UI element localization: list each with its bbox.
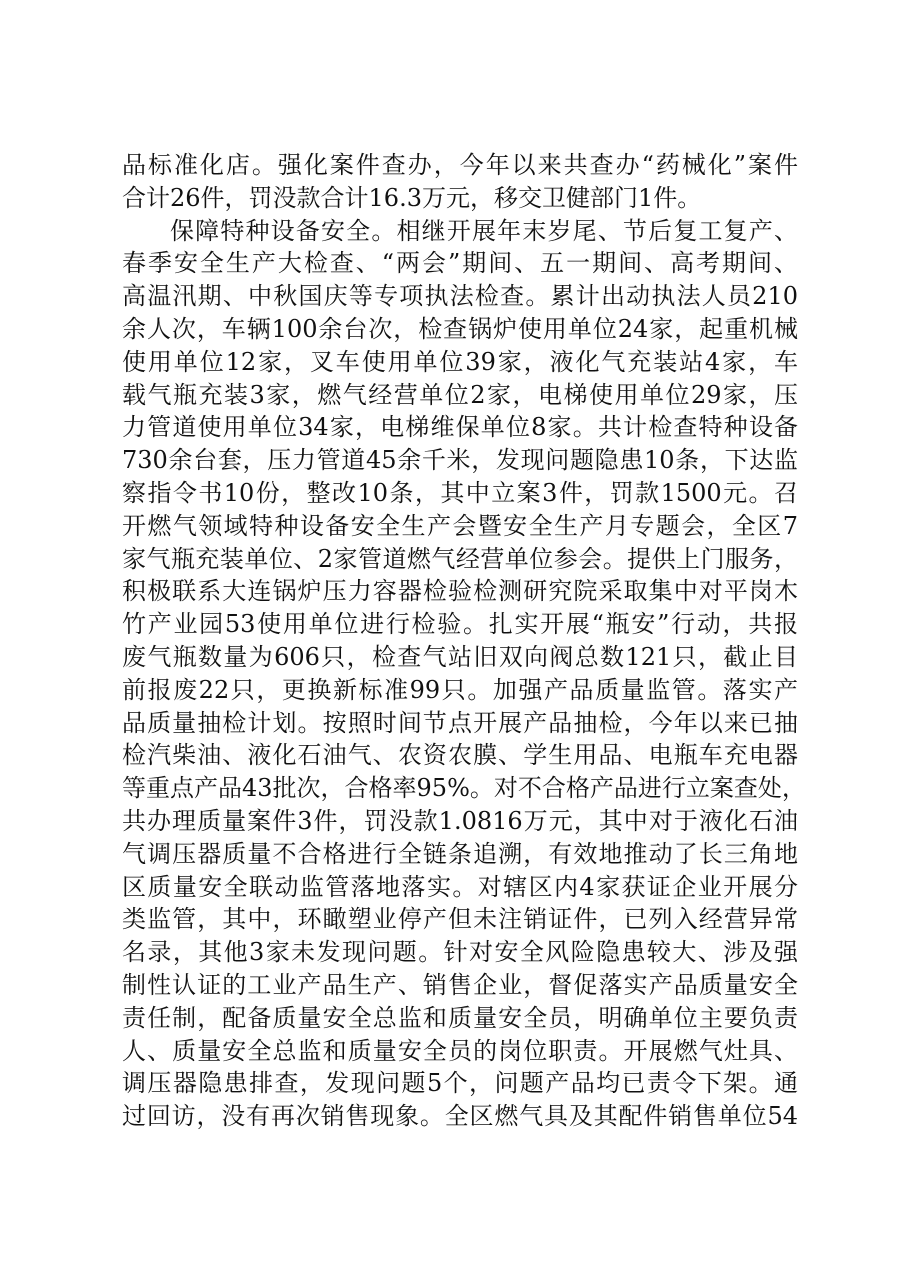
text-line: 积极联系大连锅炉压力容器检验检测研究院采取集中对平岗木 bbox=[122, 577, 798, 606]
text-line: 类监管，其中，环瞰塑业停产但未注销证件，已列入经营异常 bbox=[122, 905, 798, 934]
text-line: 检汽柴油、液化石油气、农资农膜、学生用品、电瓶车充电器 bbox=[122, 741, 798, 770]
text-line: 开燃气领域特种设备安全生产会暨安全生产月专题会，全区7 bbox=[122, 511, 798, 540]
text-line: 名录，其他3家未发现问题。针对安全风险隐患较大、涉及强 bbox=[122, 938, 798, 967]
text-line: 共办理质量案件3件，罚没款1.0816万元，其中对于液化石油 bbox=[122, 806, 798, 835]
text-line: 过回访，没有再次销售现象。全区燃气具及其配件销售单位54 bbox=[122, 1102, 798, 1131]
text-line: 责任制，配备质量安全总监和质量安全员，明确单位主要负责 bbox=[122, 1003, 798, 1032]
text-line: 品质量抽检计划。按照时间节点开展产品抽检，今年以来已抽 bbox=[122, 708, 798, 737]
paragraph-first-line: 保障特种设备安全。相继开展年末岁尾、节后复工复产、 bbox=[170, 216, 798, 245]
text-line: 竹产业园53使用单位进行检验。扎实开展“瓶安”行动，共报 bbox=[122, 610, 798, 639]
text-line: 使用单位12家，叉车使用单位39家，液化气充装站4家，车 bbox=[122, 347, 798, 376]
text-line: 余人次，车辆100余台次，检查锅炉使用单位24家，起重机械 bbox=[122, 314, 798, 343]
text-line: 品标准化店。强化案件查办，今年以来共查办“药械化”案件 bbox=[122, 151, 798, 179]
text-line: 力管道使用单位34家，电梯维保单位8家。共计检查特种设备 bbox=[122, 413, 798, 442]
text-line: 废气瓶数量为606只，检查气站旧双向阀总数121只，截止目 bbox=[122, 642, 798, 671]
text-line: 察指令书10份，整改10条，其中立案3件，罚款1500元。召 bbox=[122, 478, 798, 507]
text-line: 春季安全生产大检查、“两会”期间、五一期间、高考期间、 bbox=[122, 249, 798, 278]
text-line: 调压器隐患排查，发现问题5个，问题产品均已责令下架。通 bbox=[122, 1069, 798, 1098]
text-line: 气调压器质量不合格进行全链条追溯，有效地推动了长三角地 bbox=[122, 839, 798, 868]
text-line: 家气瓶充装单位、2家管道燃气经营单位参会。提供上门服务， bbox=[122, 544, 798, 573]
text-line: 合计26件，罚没款合计16.3万元，移交卫健部门1件。 bbox=[122, 183, 702, 212]
text-line: 区质量安全联动监管落地落实。对辖区内4家获证企业开展分 bbox=[122, 872, 798, 901]
text-line: 制性认证的工业产品生产、销售企业，督促落实产品质量安全 bbox=[122, 970, 798, 999]
text-line: 730余台套，压力管道45余千米，发现问题隐患10条，下达监 bbox=[122, 446, 798, 475]
text-line: 前报废22只，更换新标准99只。加强产品质量监管。落实产 bbox=[122, 675, 798, 704]
body-text bbox=[122, 149, 806, 1133]
text-line: 高温汛期、中秋国庆等专项执法检查。累计出动执法人员210 bbox=[122, 282, 798, 311]
text-line: 人、质量安全总监和质量安全员的岗位职责。开展燃气灶具、 bbox=[122, 1036, 798, 1065]
text-line: 等重点产品43批次，合格率95%。对不合格产品进行立案查处， bbox=[122, 774, 806, 803]
text-line: 载气瓶充装3家，燃气经营单位2家，电梯使用单位29家，压 bbox=[122, 380, 798, 409]
